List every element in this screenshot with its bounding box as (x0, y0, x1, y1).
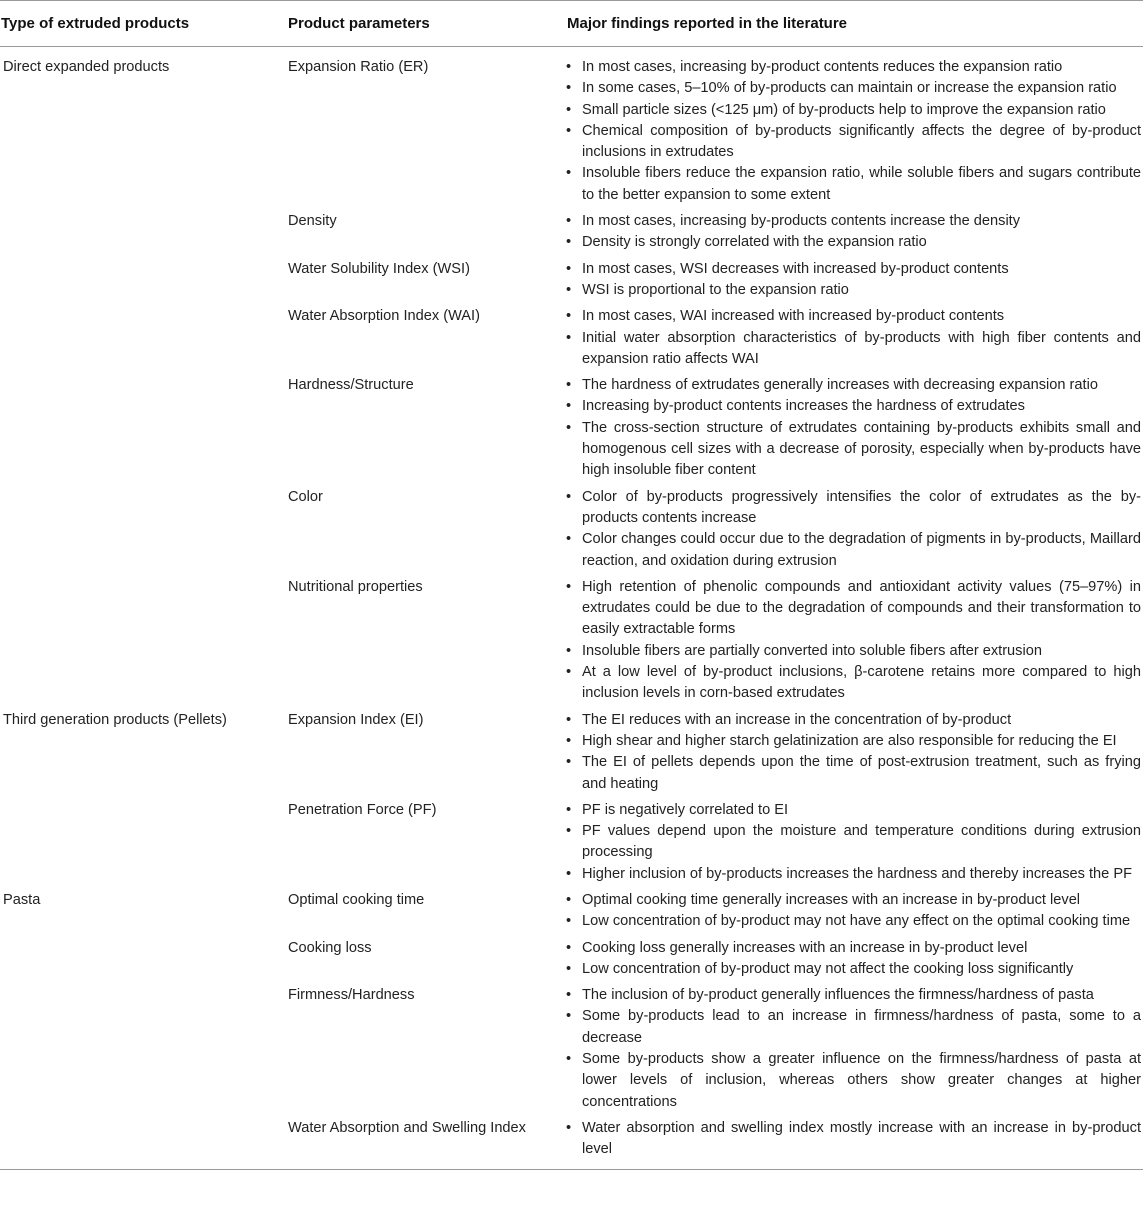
finding-item: • Color changes could occur due to the degradation of pigments in by-products, Maillard reaction, and oxidation during extrusion (563, 529, 1141, 572)
cell-findings (563, 259, 1143, 302)
finding-item: • Low concentration of by-product may not affect the cooking loss significantly (563, 959, 1141, 980)
table-row (0, 57, 1143, 206)
finding-item: • Low concentration of by-product may not have any effect on the optimal cooking time (563, 911, 1141, 932)
finding-item: • Initial water absorption characteristics of by-products with high fiber contents and expansion ratio affects WAI (563, 328, 1141, 371)
cell-findings (563, 1118, 1143, 1161)
cell-findings (563, 938, 1143, 981)
header-findings: Major findings reported in the literature (567, 15, 848, 32)
findings-list (563, 938, 1141, 981)
cell-product-parameter: Water Absorption and Swelling Index (288, 1119, 526, 1136)
cell-findings (563, 306, 1143, 370)
header-parameters: Product parameters (288, 15, 430, 32)
cell-findings (563, 577, 1143, 705)
finding-item: • The EI reduces with an increase in the concentration of by-product (563, 710, 1141, 731)
cell-findings (563, 800, 1143, 885)
finding-item: • In most cases, WAI increased with increased by-product contents (563, 306, 1141, 327)
findings-list (563, 57, 1141, 206)
cell-product-type (0, 577, 284, 705)
table-row (0, 375, 1143, 481)
cell-product-type: Third generation products (Pellets) (3, 711, 227, 728)
table-row (0, 710, 1143, 795)
cell-findings (563, 985, 1143, 1113)
cell-product-parameter: Firmness/Hardness (288, 987, 415, 1004)
finding-item: • Higher inclusion of by-products increases the hardness and thereby increases the PF (563, 864, 1141, 885)
finding-item: • Some by-products show a greater influence on the firmness/hardness of pasta at lower levels of inclusion, whereas others show greater changes at higher concentrations (563, 1049, 1141, 1113)
finding-item: • High shear and higher starch gelatinization are also responsible for reducing the EI (563, 731, 1141, 752)
finding-item: • Small particle sizes (<125 μm) of by-products help to improve the expansion ratio (563, 100, 1141, 121)
finding-item: • PF is negatively correlated to EI (563, 800, 1141, 821)
table-row (0, 1118, 1143, 1161)
findings-list (563, 577, 1141, 705)
table-row (0, 306, 1143, 370)
cell-product-type (0, 938, 284, 981)
table-row (0, 577, 1143, 705)
cell-product-parameter: Density (288, 213, 337, 230)
finding-item: • The cross-section structure of extrudates containing by-products exhibits small and homogenous cell sizes with a decrease of porosity, especially when by-products have high insoluble fiber content (563, 418, 1141, 482)
cell-product-parameter: Cooking loss (288, 939, 372, 956)
finding-item: • Density is strongly correlated with the expansion ratio (563, 232, 1141, 253)
cell-product-parameter: Optimal cooking time (288, 891, 425, 908)
cell-findings (563, 710, 1143, 795)
finding-item: • In some cases, 5–10% of by-products can maintain or increase the expansion ratio (563, 78, 1141, 99)
cell-product-type (0, 800, 284, 885)
cell-product-parameter: Color (288, 488, 323, 505)
finding-item: • Increasing by-product contents increases the hardness of extrudates (563, 396, 1141, 417)
table-row (0, 259, 1143, 302)
finding-item: • At a low level of by-product inclusions, β-carotene retains more compared to high inclusion levels in corn-based extrudates (563, 662, 1141, 705)
cell-product-type (0, 211, 284, 254)
cell-product-parameter: Nutritional properties (288, 578, 423, 595)
findings-list (563, 890, 1141, 933)
cell-findings (563, 211, 1143, 254)
finding-item: • Insoluble fibers reduce the expansion ratio, while soluble fibers and sugars contribute to the better expansion to some extent (563, 163, 1141, 206)
cell-findings (563, 375, 1143, 481)
findings-list (563, 1118, 1141, 1161)
table-row (0, 938, 1143, 981)
finding-item: • In most cases, increasing by-product contents reduces the expansion ratio (563, 57, 1141, 78)
findings-list (563, 306, 1141, 370)
finding-item: • The inclusion of by-product generally influences the firmness/hardness of pasta (563, 985, 1141, 1006)
cell-product-type (0, 259, 284, 302)
table-row (0, 985, 1143, 1113)
cell-product-parameter: Penetration Force (PF) (288, 801, 437, 818)
table-row (0, 487, 1143, 572)
findings-list (563, 985, 1141, 1113)
findings-list (563, 800, 1141, 885)
table-row (0, 890, 1143, 933)
cell-findings (563, 890, 1143, 933)
table-row (0, 211, 1143, 254)
findings-list (563, 259, 1141, 302)
finding-item: • In most cases, WSI decreases with increased by-product contents (563, 259, 1141, 280)
findings-list (563, 487, 1141, 572)
cell-product-type (0, 1118, 284, 1161)
finding-item: • The hardness of extrudates generally increases with decreasing expansion ratio (563, 375, 1141, 396)
cell-product-parameter: Hardness/Structure (288, 377, 414, 394)
findings-list (563, 211, 1141, 254)
finding-item: • In most cases, increasing by-products contents increase the density (563, 211, 1141, 232)
cell-product-parameter: Water Absorption Index (WAI) (288, 308, 480, 325)
finding-item: • Insoluble fibers are partially converted into soluble fibers after extrusion (563, 641, 1141, 662)
finding-item: • PF values depend upon the moisture and temperature conditions during extrusion processing (563, 821, 1141, 864)
cell-product-type (0, 375, 284, 481)
cell-product-type (0, 487, 284, 572)
finding-item: • Water absorption and swelling index mostly increase with an increase in by-product level (563, 1118, 1141, 1161)
finding-item: • Optimal cooking time generally increases with an increase in by-product level (563, 890, 1141, 911)
cell-product-parameter: Water Solubility Index (WSI) (288, 260, 470, 277)
finding-item: • Color of by-products progressively intensifies the color of extrudates as the by-products contents increase (563, 487, 1141, 530)
finding-item: • Some by-products lead to an increase in firmness/hardness of pasta, some to a decrease (563, 1006, 1141, 1049)
table-bottom-rule (0, 1169, 1143, 1170)
cell-product-parameter: Expansion Ratio (ER) (288, 59, 429, 75)
table-body (0, 47, 1143, 1161)
findings-list (563, 710, 1141, 795)
cell-product-type: Pasta (3, 891, 41, 908)
cell-product-type (0, 306, 284, 370)
finding-item: • WSI is proportional to the expansion ratio (563, 280, 1141, 301)
findings-list (563, 375, 1141, 481)
cell-findings (563, 487, 1143, 572)
cell-product-type (0, 985, 284, 1113)
finding-item: • The EI of pellets depends upon the time of post-extrusion treatment, such as frying and heating (563, 752, 1141, 795)
finding-item: • Chemical composition of by-products significantly affects the degree of by-product inclusions in extrudates (563, 121, 1141, 164)
cell-product-parameter: Expansion Index (EI) (288, 711, 424, 728)
cell-findings (563, 57, 1143, 206)
finding-item: • High retention of phenolic compounds and antioxidant activity values (75–97%) in extrudates could be due to the degradation of compounds and their transformation to easily extractable forms (563, 577, 1141, 641)
table-header (0, 0, 1143, 47)
finding-item: • Cooking loss generally increases with an increase in by-product level (563, 938, 1141, 959)
table-row (0, 800, 1143, 885)
header-type: Type of extruded products (1, 15, 190, 32)
cell-product-type: Direct expanded products (3, 59, 170, 75)
